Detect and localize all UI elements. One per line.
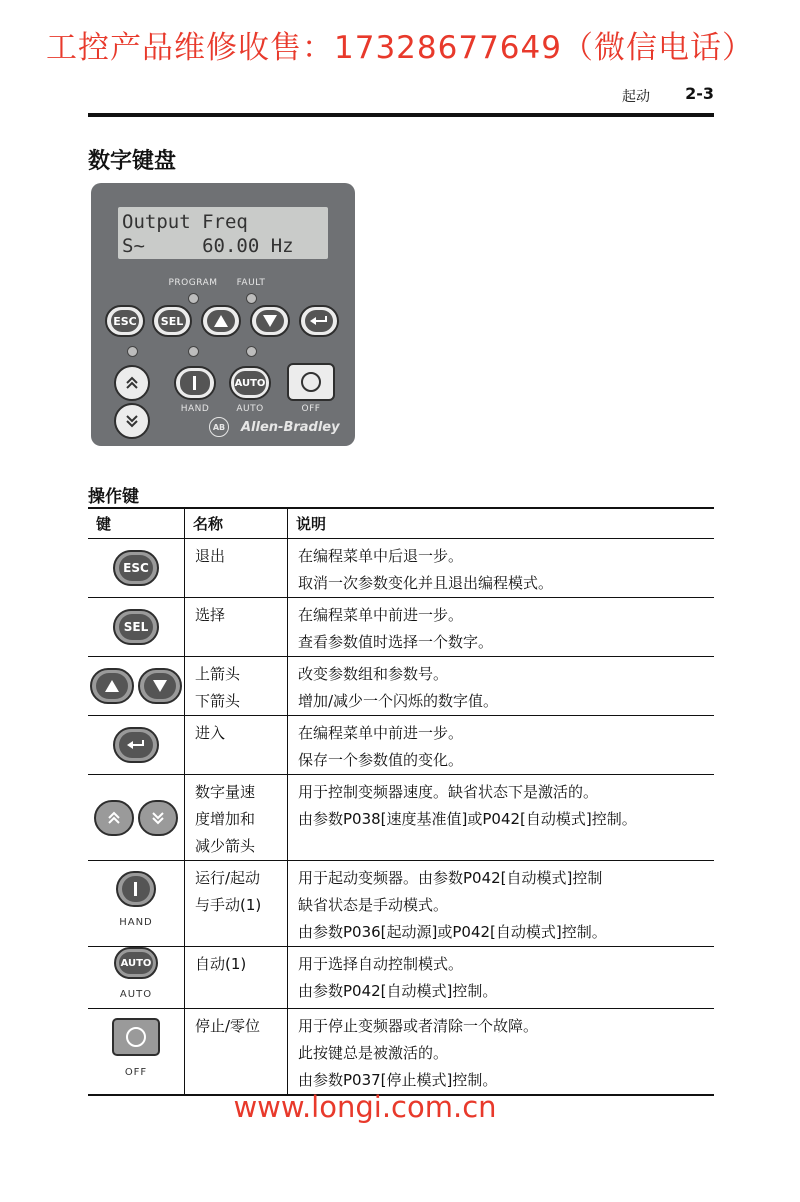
lcd-line-2: S~ 60.00 Hz bbox=[122, 235, 294, 257]
table-row bbox=[88, 657, 714, 716]
key-name: 下箭头 bbox=[195, 692, 241, 710]
auto-led bbox=[246, 346, 257, 357]
key-cell bbox=[88, 598, 185, 657]
start-bar-icon bbox=[193, 376, 197, 390]
esc-key-icon: ESC bbox=[119, 555, 153, 581]
col-header: 说明 bbox=[288, 508, 715, 539]
key-cell bbox=[88, 1009, 185, 1096]
off-label: OFF bbox=[301, 404, 321, 414]
hand-key bbox=[174, 366, 216, 400]
key-cell bbox=[88, 539, 185, 598]
key-name: 与手动(1) bbox=[195, 896, 262, 914]
key-name: 进入 bbox=[195, 724, 226, 742]
desc-line: 用于控制变频器速度。缺省状态下是激活的。 bbox=[298, 783, 599, 801]
hand-label: HAND bbox=[180, 404, 210, 414]
desc-line: 在编程菜单中后退一步。 bbox=[298, 547, 464, 565]
desc-line: 此按键总是被激活的。 bbox=[298, 1044, 449, 1062]
key-name: 数字量速 bbox=[195, 783, 256, 801]
desc-line: 查看参数值时选择一个数字。 bbox=[298, 633, 494, 651]
double-chevron-down-icon bbox=[150, 810, 166, 826]
key-name: 停止/零位 bbox=[195, 1017, 261, 1035]
brand-name: Allen-Bradley bbox=[241, 420, 340, 435]
footer-url: www.longi.com.cn bbox=[233, 1090, 497, 1124]
desc-line: 用于起动变频器。由参数P042[自动模式]控制 bbox=[298, 869, 603, 887]
off-key-label: OFF bbox=[124, 1066, 148, 1078]
col-header: 名称 bbox=[185, 508, 288, 539]
desc-line: 取消一次参数变化并且退出编程模式。 bbox=[298, 574, 554, 592]
key-name: 自动(1) bbox=[195, 955, 247, 973]
key-name: 上箭头 bbox=[195, 665, 241, 683]
program-led bbox=[188, 293, 199, 304]
header-rule bbox=[88, 113, 714, 117]
hand-led bbox=[188, 346, 199, 357]
sel-key: SEL bbox=[152, 305, 192, 337]
desc-line: 缺省状态是手动模式。 bbox=[298, 896, 449, 914]
table-header-row bbox=[88, 508, 714, 539]
program-label: PROGRAM bbox=[168, 278, 218, 288]
enter-key bbox=[299, 305, 339, 337]
auto-key-icon: AUTO bbox=[119, 952, 153, 974]
table-row bbox=[88, 1009, 714, 1096]
esc-key: ESC bbox=[105, 305, 145, 337]
key-cell bbox=[88, 861, 185, 947]
running-header bbox=[88, 84, 714, 106]
enter-icon bbox=[127, 739, 145, 751]
key-cell bbox=[88, 716, 185, 775]
section-name: 起动 bbox=[622, 89, 650, 105]
key-name: 度增加和 bbox=[195, 810, 256, 828]
ab-logo: AB bbox=[209, 417, 229, 437]
speed-up-key bbox=[114, 365, 150, 401]
enter-icon bbox=[310, 315, 328, 327]
double-chevron-up-icon bbox=[106, 810, 122, 826]
auto-key: AUTO bbox=[229, 366, 271, 400]
stop-circle-icon bbox=[125, 1026, 147, 1048]
lcd-line-1: Output Freq bbox=[122, 211, 248, 233]
table-row bbox=[88, 861, 714, 947]
table-row bbox=[88, 775, 714, 861]
keys-table bbox=[88, 507, 714, 1096]
speed-led bbox=[127, 346, 138, 357]
down-arrow-key bbox=[250, 305, 290, 337]
desc-line: 改变参数组和参数号。 bbox=[298, 665, 449, 683]
auto-label: AUTO bbox=[236, 404, 264, 414]
key-name: 减少箭头 bbox=[195, 837, 256, 855]
up-arrow-icon bbox=[214, 315, 228, 327]
page-number: 2-3 bbox=[685, 84, 714, 103]
start-bar-icon bbox=[134, 882, 138, 896]
fault-label: FAULT bbox=[236, 278, 266, 288]
key-cell bbox=[88, 657, 185, 716]
desc-line: 由参数P042[自动模式]控制。 bbox=[298, 982, 498, 1000]
up-arrow-icon bbox=[105, 680, 119, 692]
desc-line: 在编程菜单中前进一步。 bbox=[298, 606, 464, 624]
double-chevron-up-icon bbox=[124, 375, 140, 391]
desc-line: 增加/减少一个闪烁的数字值。 bbox=[298, 692, 499, 710]
table-row bbox=[88, 598, 714, 657]
col-header: 键 bbox=[88, 508, 185, 539]
desc-line: 用于停止变频器或者清除一个故障。 bbox=[298, 1017, 539, 1035]
up-arrow-key bbox=[201, 305, 241, 337]
desc-line: 由参数P037[停止模式]控制。 bbox=[298, 1071, 498, 1089]
stop-circle-icon bbox=[300, 371, 322, 393]
key-name: 运行/起动 bbox=[195, 869, 261, 887]
desc-line: 由参数P036[起动源]或P042[自动模式]控制。 bbox=[298, 923, 607, 941]
sel-key-icon: SEL bbox=[119, 614, 153, 640]
contact-banner: 工控产品维修收售：17328677649（微信电话） bbox=[46, 30, 754, 66]
fault-led bbox=[246, 293, 257, 304]
double-chevron-down-icon bbox=[124, 413, 140, 429]
lcd-display bbox=[118, 207, 328, 259]
speed-down-key bbox=[114, 403, 150, 439]
key-name: 选择 bbox=[195, 606, 226, 624]
desc-line: 用于选择自动控制模式。 bbox=[298, 955, 464, 973]
desc-line: 在编程菜单中前进一步。 bbox=[298, 724, 464, 742]
section-title: 操作键 bbox=[88, 487, 139, 507]
table-row bbox=[88, 947, 714, 1009]
keypad-illustration bbox=[91, 183, 355, 446]
down-arrow-icon bbox=[263, 315, 277, 327]
table-row bbox=[88, 716, 714, 775]
off-key bbox=[287, 363, 335, 401]
key-cell bbox=[88, 947, 185, 1009]
table-row bbox=[88, 539, 714, 598]
down-arrow-icon bbox=[153, 680, 167, 692]
desc-line: 由参数P038[速度基准值]或P042[自动模式]控制。 bbox=[298, 810, 637, 828]
key-cell bbox=[88, 775, 185, 861]
hand-key-label: HAND bbox=[119, 917, 153, 928]
key-name: 退出 bbox=[195, 547, 226, 565]
desc-line: 保存一个参数值的变化。 bbox=[298, 751, 464, 769]
auto-key-label: AUTO bbox=[119, 989, 153, 1000]
page-title: 数字键盘 bbox=[88, 149, 177, 174]
